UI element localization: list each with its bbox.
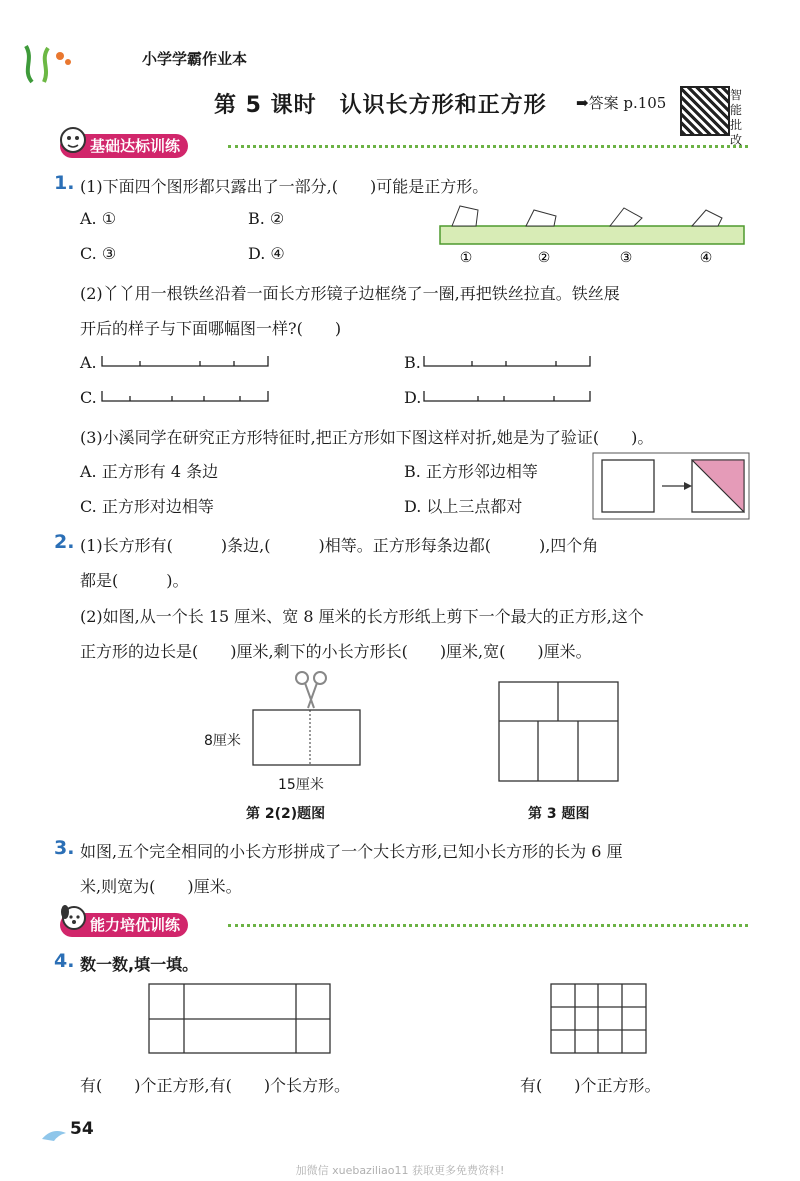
q2-part2-line2: 正方形的边长是( )厘米,剩下的小长方形长( )厘米,宽( )厘米。 — [80, 642, 592, 661]
wire-option-a-label[interactable]: A. — [80, 353, 97, 372]
q1-part3-option-b[interactable]: B. 正方形邻边相等 — [404, 462, 538, 481]
section-advanced-label: 能力培优训练 — [90, 916, 181, 934]
page-number: 54 — [70, 1119, 94, 1139]
width-label: 15厘米 — [278, 777, 324, 793]
q2-part1-line1: (1)长方形有( )条边,( )相等。正方形每条边都( ),四个角 — [80, 536, 599, 555]
wire-option-b[interactable] — [422, 352, 594, 368]
wire-option-a[interactable] — [100, 352, 272, 368]
qr-code-icon[interactable] — [680, 86, 730, 136]
mascot-icon — [56, 122, 90, 162]
q1-option-a[interactable]: A. ① — [80, 209, 117, 228]
q1-part2-line2: 开后的样子与下面哪幅图一样?( ) — [80, 319, 342, 338]
dolphin-icon — [40, 1125, 70, 1145]
paper-rectangle-figure — [252, 709, 362, 767]
q3-line2: 米,则宽为( )厘米。 — [80, 877, 242, 896]
shape-1 — [452, 206, 478, 226]
q1-part3-option-c[interactable]: C. 正方形对边相等 — [80, 497, 214, 516]
watermark-text: 加微信 xuebaziliao11 获取更多免费资料! — [295, 1164, 505, 1177]
question-number-4: 4. — [54, 950, 75, 972]
question-number-1: 1. — [54, 172, 75, 194]
wire-option-d-label[interactable]: D. — [404, 388, 422, 407]
q2-part1-line2: 都是( )。 — [80, 571, 189, 590]
q4-answer-1[interactable]: 有( )个正方形,有( )个长方形。 — [80, 1076, 351, 1095]
figure-3-caption: 第 3 题图 — [528, 806, 590, 822]
q1-option-c[interactable]: C. ③ — [80, 244, 117, 263]
square-before-fold — [602, 460, 654, 512]
answer-reference: ➡答案 p.105 — [576, 94, 667, 112]
circle-label-3: ③ — [619, 250, 633, 266]
shape-2 — [526, 210, 556, 226]
circle-label-2: ② — [537, 250, 551, 266]
shape-3 — [610, 208, 642, 226]
q1-option-b[interactable]: B. ② — [248, 209, 285, 228]
section-divider-2 — [228, 924, 748, 927]
scissors-icon — [292, 670, 332, 710]
grid-figure-1 — [148, 983, 332, 1055]
q1-part1-text: (1)下面四个图形都只露出了一部分,( )可能是正方形。 — [80, 177, 489, 196]
q1-part3-option-a[interactable]: A. 正方形有 4 条边 — [80, 462, 219, 481]
book-brand: 小学学霸作业本 — [142, 50, 248, 68]
hidden-shapes-figure — [436, 202, 750, 266]
q1-part2-line1: (2)丫丫用一根铁丝沿着一面长方形镜子边框绕了一圈,再把铁丝拉直。铁丝展 — [80, 284, 620, 303]
wire-option-c-label[interactable]: C. — [80, 388, 97, 407]
question-number-2: 2. — [54, 531, 75, 553]
figure-2-caption: 第 2(2)题图 — [246, 806, 326, 822]
smart-grading-label: 智能批改 — [730, 88, 743, 147]
q1-part3-text: (3)小溪同学在研究正方形特征时,把正方形如下图这样对折,她是为了验证( )。 — [80, 428, 654, 447]
shape-4 — [692, 210, 722, 226]
height-label: 8厘米 — [204, 733, 241, 749]
cover-strip — [440, 226, 744, 244]
q4-answer-2[interactable]: 有( )个正方形。 — [520, 1076, 661, 1095]
seaweed-decoration-icon — [14, 40, 74, 84]
q1-part3-option-d[interactable]: D. 以上三点都对 — [404, 497, 523, 516]
grid-figure-2 — [550, 983, 648, 1055]
q2-part2-line1: (2)如图,从一个长 15 厘米、宽 8 厘米的长方形纸上剪下一个最大的正方形,这个 — [80, 607, 644, 626]
q1-option-d[interactable]: D. ④ — [248, 244, 285, 263]
fold-square-figure — [592, 452, 750, 520]
dog-mascot-icon — [58, 900, 90, 940]
question-number-3: 3. — [54, 837, 75, 859]
wire-option-d[interactable] — [422, 387, 594, 403]
section-basic-label: 基础达标训练 — [90, 137, 181, 155]
section-divider — [228, 145, 748, 148]
q4-title: 数一数,填一填。 — [80, 955, 199, 974]
five-rectangles-figure — [498, 681, 620, 783]
circle-label-1: ① — [459, 250, 473, 266]
lesson-title: 第 5 课时 认识长方形和正方形 — [214, 93, 547, 118]
q3-line1: 如图,五个完全相同的小长方形拼成了一个大长方形,已知小长方形的长为 6 厘 — [80, 842, 623, 861]
wire-option-c[interactable] — [100, 387, 272, 403]
wire-option-b-label[interactable]: B. — [404, 353, 421, 372]
circle-label-4: ④ — [699, 250, 713, 266]
